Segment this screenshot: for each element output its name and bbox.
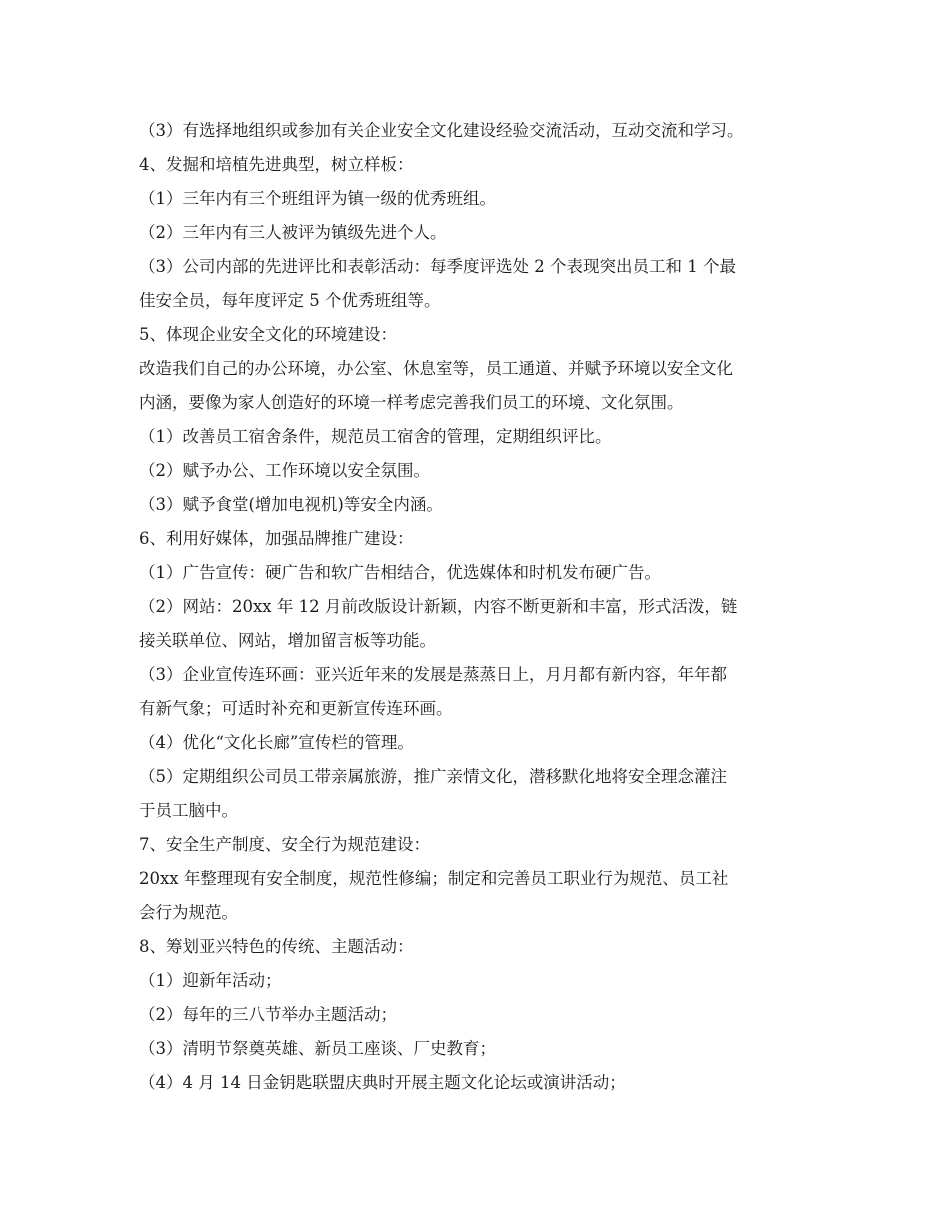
text-line: （1）三年内有三个班组评为镇一级的优秀班组。 [139,189,496,208]
text-line: 佳安全员，每年度评定 5 个优秀班组等。 [139,291,441,310]
text-line: （5）定期组织公司员工带亲属旅游，推广亲情文化，潜移默化地将安全理念灌注 [139,767,727,786]
text-line: 20xx 年整理现有安全制度，规范性修编；制定和完善员工职业行为规范、员工社 [139,869,729,888]
text-line: （2）网站：20xx 年 12 月前改版设计新颖，内容不断更新和丰富，形式活泼，链 [139,597,738,616]
text-line: （1）改善员工宿舍条件，规范员工宿舍的管理，定期组织评比。 [139,427,612,446]
section-heading: 8、筹划亚兴特色的传统、主题活动： [139,937,414,956]
text-line: 内涵，要像为家人创造好的环境一样考虑完善我们员工的环境、文化氛围。 [139,393,684,412]
text-line: （1）广告宣传：硬广告和软广告相结合，优选媒体和时机发布硬广告。 [139,563,661,582]
text-line: （1）迎新年活动； [139,971,282,990]
text-line: （2）赋予办公、工作环境以安全氛围。 [139,461,430,480]
text-line: 改造我们自己的办公环境，办公室、休息室等，员工通道、并赋予环境以安全文化 [139,359,733,378]
text-line: （3）清明节祭奠英雄、新员工座谈、厂史教育； [139,1039,496,1058]
text-line: （3）公司内部的先进评比和表彰活动：每季度评选处 2 个表现突出员工和 1 个最 [139,257,736,276]
text-line: （3）有选择地组织或参加有关企业安全文化建设经验交流活动，互动交流和学习。 [139,121,744,140]
document-body [139,114,815,1100]
text-line: （2）三年内有三人被评为镇级先进个人。 [139,223,447,242]
text-line: 接关联单位、网站，增加留言板等功能。 [139,631,436,650]
text-line: 会行为规范。 [139,903,238,922]
section-heading: 7、安全生产制度、安全行为规范建设： [139,835,430,854]
section-heading: 5、体现企业安全文化的环境建设： [139,325,397,344]
text-line: 于员工脑中。 [139,801,238,820]
text-line: （3）企业宣传连环画：亚兴近年来的发展是蒸蒸日上，月月都有新内容，年年都 [139,665,727,684]
section-heading: 4、发掘和培植先进典型，树立样板： [139,155,414,174]
text-line: （3）赋予食堂(增加电视机)等安全内涵。 [139,495,443,514]
text-line: （2）每年的三八节举办主题活动； [139,1005,397,1024]
text-line: （4）4 月 14 日金钥匙联盟庆典时开展主题文化论坛或演讲活动； [139,1073,626,1092]
text-line: 有新气象；可适时补充和更新宣传连环画。 [139,699,453,718]
section-heading: 6、利用好媒体，加强品牌推广建设： [139,529,414,548]
text-line: （4）优化“文化长廊”宣传栏的管理。 [139,733,414,752]
